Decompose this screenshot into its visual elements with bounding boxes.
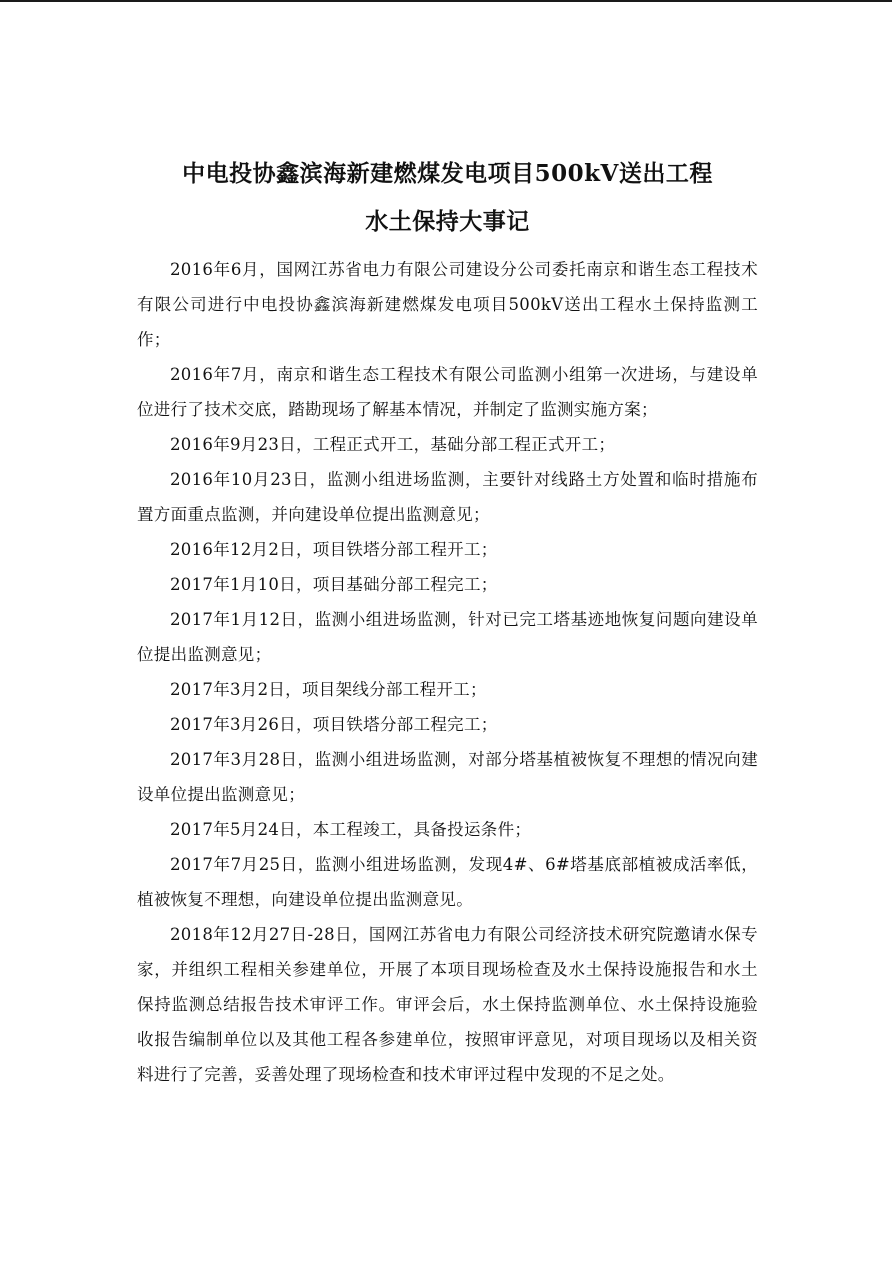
- event-paragraph: 2018年12月27日-28日，国网江苏省电力有限公司经济技术研究院邀请水保专家，并组织工程相关参建单位，开展了本项目现场检查及水土保持设施报告和水土保持监测总结报告技术审评工作。审评会后，水土保持监测单位、水土保持设施验收报告编制单位以及其他工程各参建单位，按照审评意见，对项目现场以及相关资料进行了完善，妥善处理了现场检查和技术审评过程中发现的不足之处。: [137, 925, 758, 1084]
- document-body: [137, 252, 758, 1092]
- top-border-line: [0, 0, 892, 2]
- event-paragraph: 2016年9月23日，工程正式开工，基础分部工程正式开工；: [170, 435, 616, 454]
- event-paragraph: 2017年7月25日，监测小组进场监测，发现4#、6#塔基底部植被成活率低，植被恢复不理想，向建设单位提出监测意见。: [137, 855, 758, 909]
- event-paragraph: 2017年5月24日，本工程竣工，具备投运条件；: [170, 820, 532, 839]
- event-paragraph: 2017年1月12日，监测小组进场监测，针对已完工塔基迹地恢复问题向建设单位提出监测意见；: [137, 610, 758, 664]
- event-paragraph: 2017年1月10日，项目基础分部工程完工；: [170, 575, 498, 594]
- document-title-line-2: 水土保持大事记: [365, 208, 530, 235]
- event-paragraph: 2016年7月，南京和谐生态工程技术有限公司监测小组第一次进场，与建设单位进行了技术交底，踏勘现场了解基本情况，并制定了监测实施方案；: [137, 365, 758, 419]
- event-paragraph: 2017年3月28日，监测小组进场监测，对部分塔基植被恢复不理想的情况向建设单位提出监测意见；: [137, 750, 758, 804]
- document-page: [137, 150, 758, 1092]
- event-paragraph: 2016年10月23日，监测小组进场监测，主要针对线路土方处置和临时措施布置方面重点监测，并向建设单位提出监测意见；: [137, 470, 758, 524]
- document-title-line-1: 中电投协鑫滨海新建燃煤发电项目500kV送出工程: [182, 160, 713, 187]
- event-paragraph: 2016年12月2日，项目铁塔分部工程开工；: [170, 540, 498, 559]
- event-paragraph: 2016年6月，国网江苏省电力有限公司建设分公司委托南京和谐生态工程技术有限公司进行中电投协鑫滨海新建燃煤发电项目500kV送出工程水土保持监测工作；: [137, 260, 758, 349]
- event-paragraph: 2017年3月26日，项目铁塔分部工程完工；: [170, 715, 498, 734]
- event-paragraph: 2017年3月2日，项目架线分部工程开工；: [170, 680, 487, 699]
